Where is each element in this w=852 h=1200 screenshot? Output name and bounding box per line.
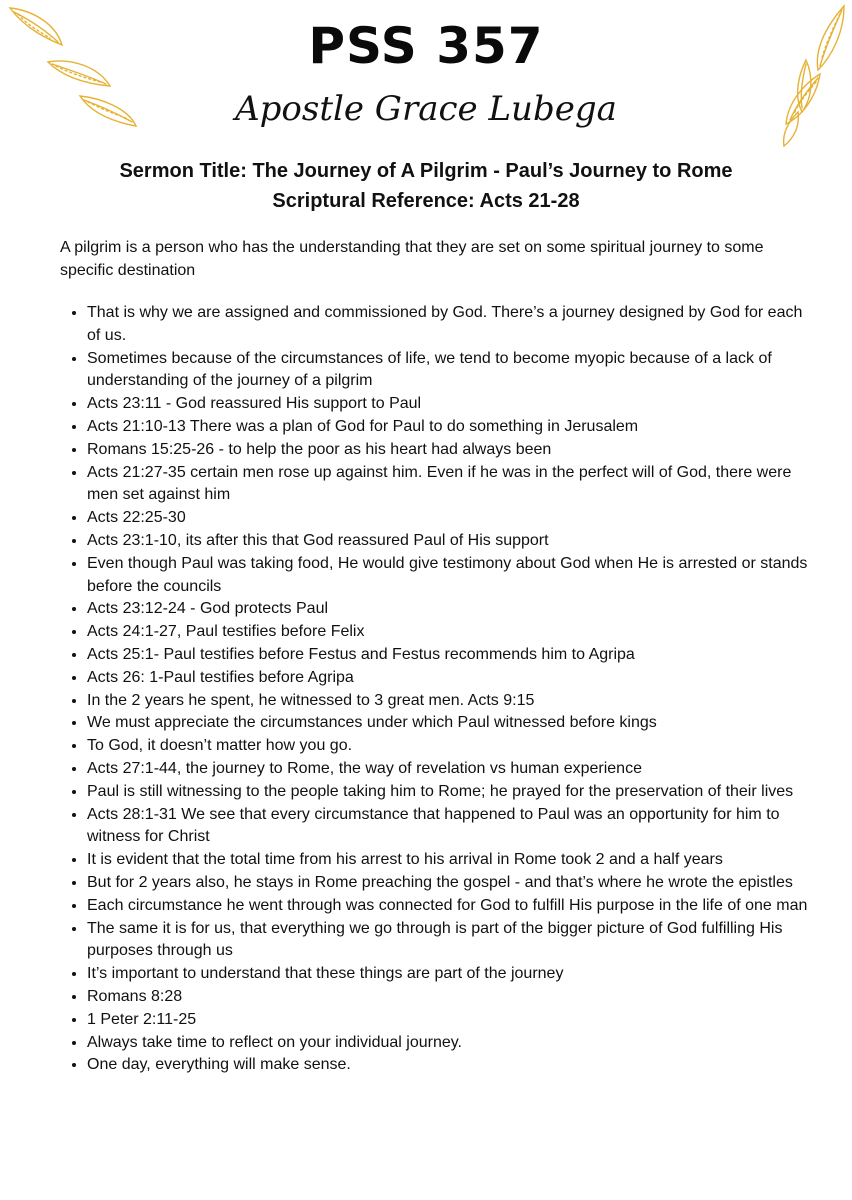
list-item: • Romans 15:25-26 - to help the poor as his heart had always been bbox=[87, 439, 817, 462]
list-item: • That is why we are assigned and commissioned by God. There’s a journey designed by God for each of us. bbox=[87, 302, 817, 348]
sermon-title: Sermon Title: The Journey of A Pilgrim - Paul’s Journey to Rome bbox=[119, 160, 733, 182]
list-item: • Acts 23:12-24 - God protects Paul bbox=[87, 598, 817, 621]
list-item: • Acts 23:11 - God reassured His support to Paul bbox=[87, 393, 817, 416]
list-item: • Acts 22:25-30 bbox=[87, 507, 817, 530]
list-item: • Acts 26: 1-Paul testifies before Agripa bbox=[87, 667, 817, 690]
list-item: • Acts 24:1-27, Paul testifies before Felix bbox=[87, 621, 817, 644]
intro-paragraph: A pilgrim is a person who has the understanding that they are set on some spiritual journey to some specific destination bbox=[60, 239, 764, 279]
list-item: • Even though Paul was taking food, He would give testimony about God when He is arrested or stands before the councils bbox=[87, 553, 817, 599]
list-item: • Romans 8:28 bbox=[87, 986, 817, 1009]
list-item: • Acts 28:1-31 We see that every circumstance that happened to Paul was an opportunity for him to witness for Christ bbox=[87, 804, 817, 850]
sermon-heading bbox=[40, 156, 812, 216]
list-item: • Acts 21:10-13 There was a plan of God for Paul to do something in Jerusalem bbox=[87, 416, 817, 439]
list-item: • But for 2 years also, he stays in Rome preaching the gospel - and that’s where he wrote the epistles bbox=[87, 872, 817, 895]
list-item: • To God, it doesn’t matter how you go. bbox=[87, 735, 817, 758]
list-item: • 1 Peter 2:11-25 bbox=[87, 1009, 817, 1032]
list-item: • We must appreciate the circumstances under which Paul witnessed before kings bbox=[87, 712, 817, 735]
sermon-points-list bbox=[60, 302, 817, 1077]
list-item: • One day, everything will make sense. bbox=[87, 1054, 817, 1077]
list-item: • Each circumstance he went through was connected for God to fulfill His purpose in the life of one man bbox=[87, 895, 817, 918]
page-title: PSS 357 bbox=[308, 17, 544, 75]
scriptural-reference: Scriptural Reference: Acts 21-28 bbox=[272, 190, 580, 212]
list-item: • It is evident that the total time from his arrest to his arrival in Rome took 2 and a half years bbox=[87, 849, 817, 872]
list-item: • Acts 23:1-10, its after this that God reassured Paul of His support bbox=[87, 530, 817, 553]
list-item: • The same it is for us, that everything we go through is part of the bigger picture of God fulfilling His purposes through us bbox=[87, 918, 817, 964]
list-item: • Always take time to reflect on your individual journey. bbox=[87, 1032, 817, 1055]
list-item: • Acts 27:1-44, the journey to Rome, the way of revelation vs human experience bbox=[87, 758, 817, 781]
list-item: • Acts 25:1- Paul testifies before Festus and Festus recommends him to Agripa bbox=[87, 644, 817, 667]
list-item: • In the 2 years he spent, he witnessed to 3 great men. Acts 9:15 bbox=[87, 690, 817, 713]
list-item: • Sometimes because of the circumstances of life, we tend to become myopic because of a lack of understanding of the journey of a pilgrim bbox=[87, 348, 817, 394]
list-item: • Acts 21:27-35 certain men rose up against him. Even if he was in the perfect will of God, there were men set against him bbox=[87, 462, 817, 508]
list-item: • It’s important to understand that these things are part of the journey bbox=[87, 963, 817, 986]
list-item: • Paul is still witnessing to the people taking him to Rome; he prayed for the preservation of their lives bbox=[87, 781, 817, 804]
author-signature: Apostle Grace Lubega bbox=[235, 89, 617, 129]
